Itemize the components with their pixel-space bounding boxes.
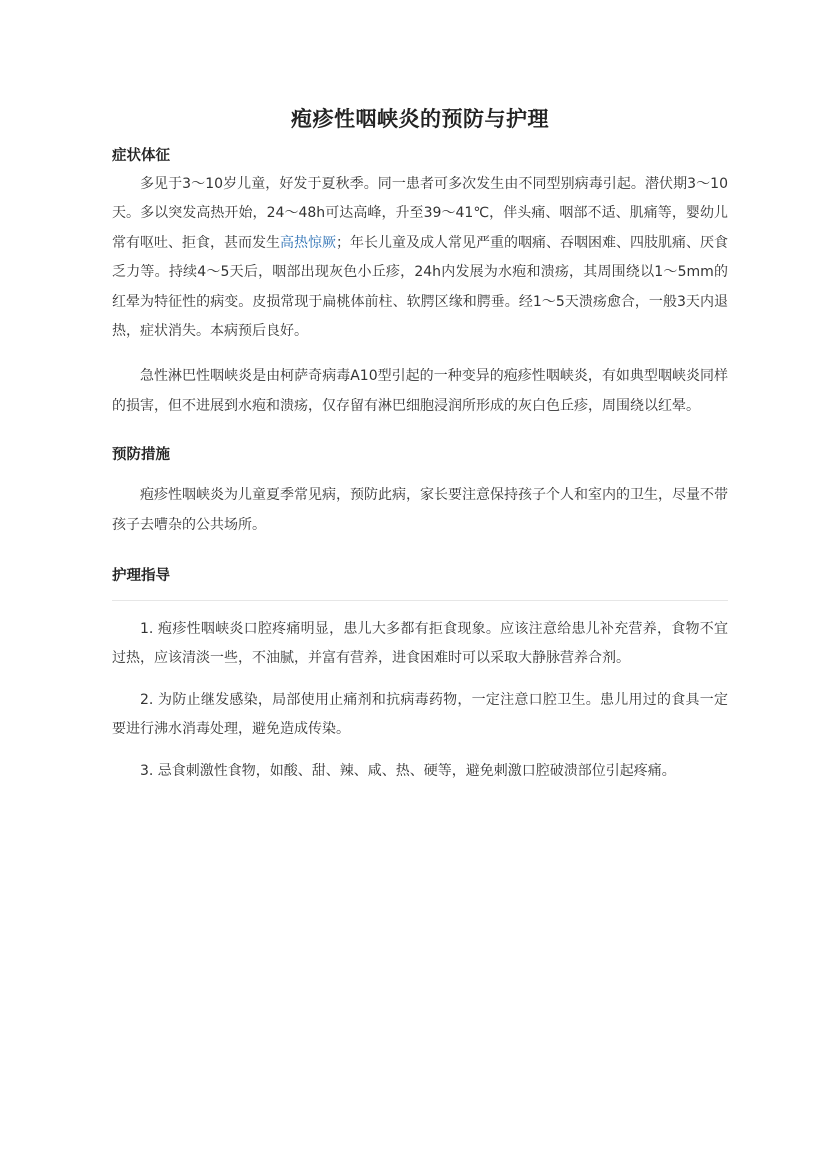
care-item-3: 3. 忌食刺激性食物，如酸、甜、辣、咸、热、硬等，避免刺激口腔破溃部位引起疼痛。 (140, 762, 676, 779)
section-heading-care: 护理指导 (112, 567, 170, 585)
symptoms-paragraph (112, 170, 728, 346)
document-title: 疱疹性咽峡炎的预防与护理 (291, 106, 549, 131)
symptoms-text-end: ；年长儿童及成人常见严重的咽痛、吞咽困难、四肢肌痛、厌食乏力等。持续4～5天后，咽部出现灰色小丘疹，24h内发展为水疱和溃疡，其周围绕以1～5mm的红晕为特征性的病变。皮损常现于扁桃体前柱、软腭区缘和腭垂。经1～5天溃疡愈合，一般3天内退热，症状消失。本病预后良好。 (112, 234, 728, 340)
prevention-paragraph: 疱疹性咽峡炎为儿童夏季常见病，预防此病，家长要注意保持孩子个人和室内的卫生，尽量不带孩子去嘈杂的公共场所。 (112, 487, 728, 533)
symptoms-text-start: 多见于3～10岁儿童，好发于夏秋季。同一患者可多次发生由不同型别病毒引起。潜伏期3～10天。多以突发高热开始，24～48h可达高峰，升至39～41℃，伴头痛、咽部不适、肌痛等，婴幼儿常有呕吐、拒食，甚而发生 (112, 176, 728, 251)
febrile-convulsion-link[interactable]: 高热惊厥 (280, 234, 336, 251)
lymphonodular-paragraph: 急性淋巴性咽峡炎是由柯萨奇病毒A10型引起的一种变异的疱疹性咽峡炎，有如典型咽峡炎同样的损害，但不进展到水疱和溃疡，仅存留有淋巴细胞浸润所形成的灰白色丘疹，周围绕以红晕。 (112, 368, 728, 414)
care-item-2: 2. 为防止继发感染，局部使用止痛剂和抗病毒药物，一定注意口腔卫生。患儿用过的食具一定要进行沸水消毒处理，避免造成传染。 (112, 691, 728, 738)
section-divider (112, 600, 728, 601)
care-item-1: 1. 疱疹性咽峡炎口腔疼痛明显，患儿大多都有拒食现象。应该注意给患儿补充营养，食物不宜过热，应该清淡一些，不油腻，并富有营养，进食困难时可以采取大静脉营养合剂。 (112, 621, 728, 667)
section-heading-symptoms: 症状体征 (112, 147, 170, 164)
section-heading-prevention: 预防措施 (112, 446, 170, 464)
document-page (112, 100, 728, 798)
